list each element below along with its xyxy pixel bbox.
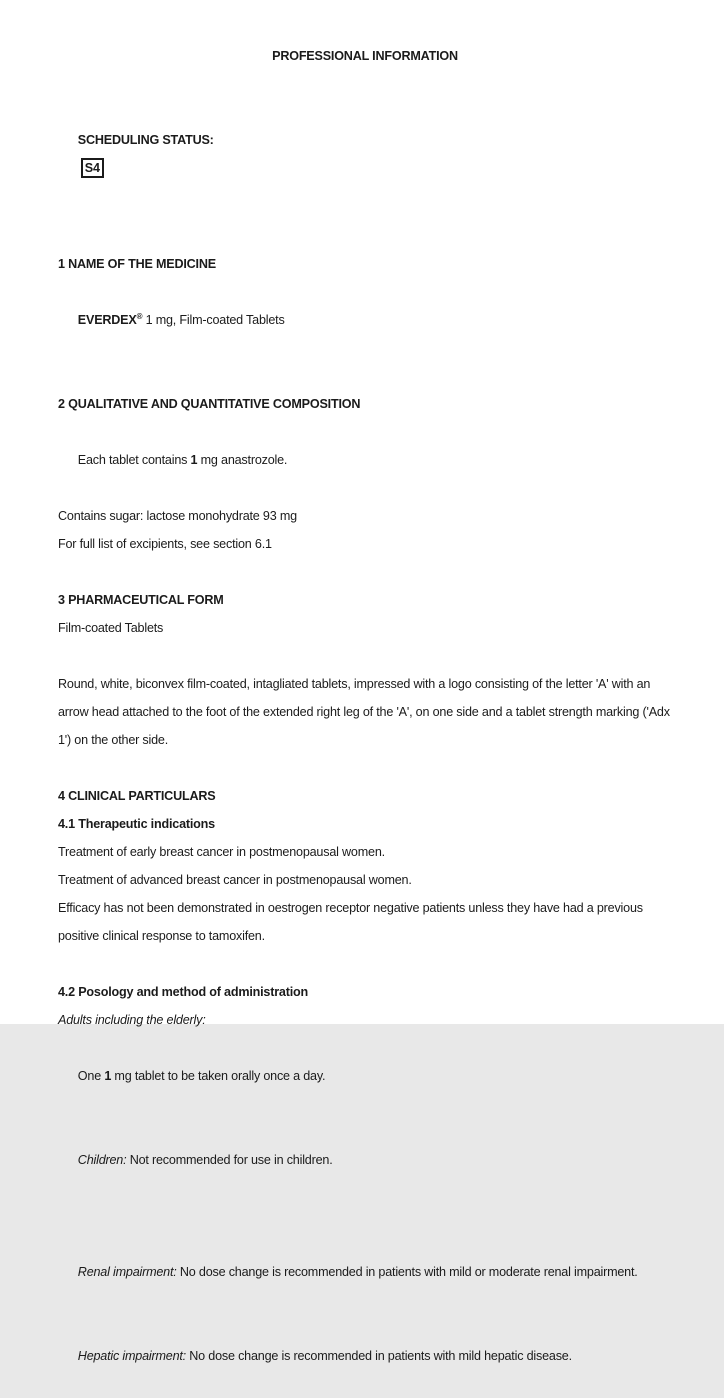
children-line <box>58 1118 672 1202</box>
efficacy-line-2: positive clinical response to tamoxifen. <box>58 929 265 943</box>
renal-impairment-line <box>58 1230 672 1314</box>
hepatic-impairment-label: Hepatic impairment: <box>77 1349 186 1363</box>
dose-strength: 1 <box>104 1069 112 1083</box>
tablet-description-line-3: 1') on the other side. <box>58 733 169 747</box>
sugar-content-line: Contains sugar: lactose monohydrate 93 mg <box>58 509 297 523</box>
hepatic-impairment-line <box>58 1314 672 1398</box>
scheduling-status-value: S4 <box>81 158 104 178</box>
pharmaceutical-form-line: Film-coated Tablets <box>58 621 164 635</box>
indication-early-line: Treatment of early breast cancer in postmenopausal women. <box>58 845 385 859</box>
product-strength: 1 mg, Film-coated Tablets <box>142 313 285 327</box>
dose-line <box>58 1034 672 1118</box>
dose-pre: One <box>77 1069 105 1083</box>
excipients-reference-line: For full list of excipients, see section 6.1 <box>58 537 272 551</box>
children-text: Not recommended for use in children. <box>126 1153 333 1167</box>
scheduling-status-line <box>58 98 672 210</box>
brand-name: EVERDEX <box>77 313 137 327</box>
page-title: PROFESSIONAL INFORMATION <box>272 49 458 63</box>
section-4-2-heading: 4.2 Posology and method of administration <box>58 985 308 999</box>
product-name-line <box>58 278 672 362</box>
section-2-heading: 2 QUALITATIVE AND QUANTITATIVE COMPOSITION <box>58 397 361 411</box>
composition-line <box>58 418 672 502</box>
hepatic-impairment-text: No dose change is recommended in patients with mild hepatic disease. <box>185 1349 572 1363</box>
composition-post: mg anastrozole. <box>197 453 288 467</box>
children-label: Children: <box>77 1153 127 1167</box>
section-4-heading: 4 CLINICAL PARTICULARS <box>58 789 216 803</box>
tablet-description-line-2: arrow head attached to the foot of the extended right leg of the 'A', on one side and a tablet strength marking ('Adx <box>58 705 670 719</box>
renal-impairment-label: Renal impairment: <box>77 1265 177 1279</box>
section-4-1-heading: 4.1 Therapeutic indications <box>58 817 215 831</box>
adults-elderly-label: Adults including the elderly: <box>58 1013 206 1027</box>
indication-advanced-line: Treatment of advanced breast cancer in postmenopausal women. <box>58 873 412 887</box>
renal-impairment-text: No dose change is recommended in patients with mild or moderate renal impairment. <box>176 1265 638 1279</box>
composition-strength: 1 <box>190 453 198 467</box>
tablet-description-line-1: Round, white, biconvex film-coated, intagliated tablets, impressed with a logo consisting of the letter 'A' with an <box>58 677 651 691</box>
scheduling-status-label: SCHEDULING STATUS: <box>77 133 214 147</box>
efficacy-line-1: Efficacy has not been demonstrated in oestrogen receptor negative patients unless they have had a previous <box>58 901 643 915</box>
section-1-heading: 1 NAME OF THE MEDICINE <box>58 257 216 271</box>
dose-post: mg tablet to be taken orally once a day. <box>111 1069 326 1083</box>
registered-trademark-symbol: ® <box>136 311 143 321</box>
composition-pre: Each tablet contains <box>77 453 191 467</box>
section-3-heading: 3 PHARMACEUTICAL FORM <box>58 593 224 607</box>
